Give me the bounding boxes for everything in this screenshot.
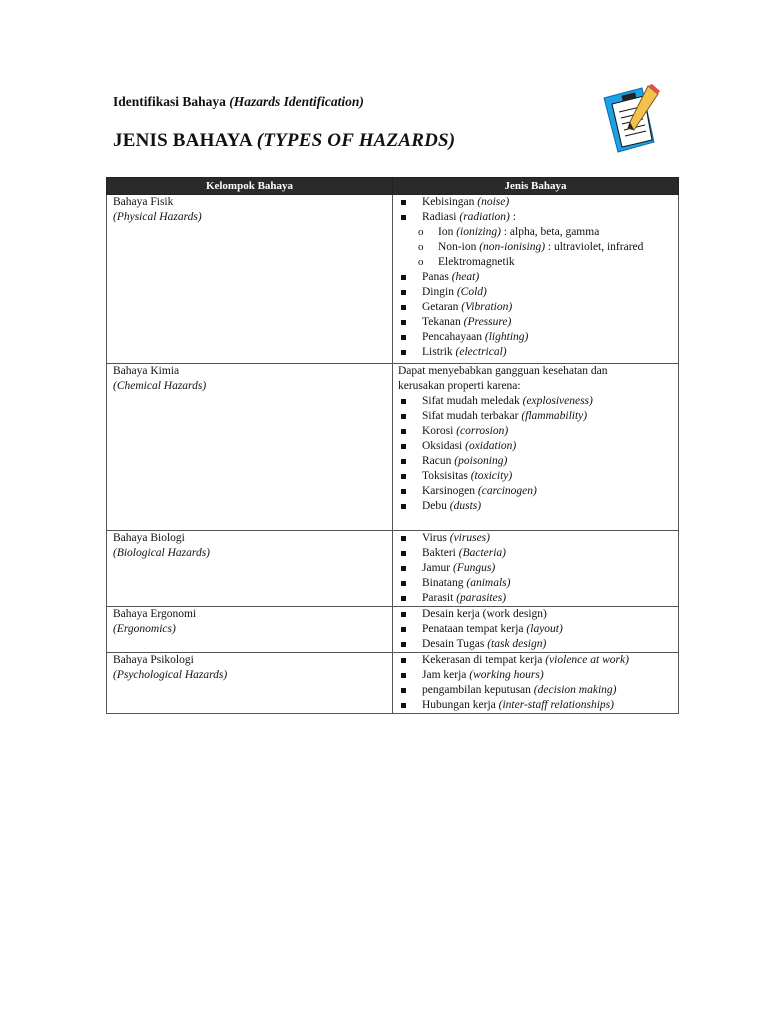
item-text-en: (Bacteria) [458, 547, 506, 559]
list-item [398, 561, 672, 576]
hazard-list [398, 394, 672, 514]
group-label: Bahaya Biologi [113, 532, 185, 544]
group-label-en: (Psychological Hazards) [113, 669, 228, 681]
item-text: Parasit [422, 592, 454, 604]
table-row-biological [107, 531, 679, 607]
item-text: Dingin [422, 286, 454, 298]
item-text: Virus [422, 532, 447, 544]
item-text: Listrik [422, 346, 453, 358]
hazard-list [398, 653, 672, 713]
list-item [398, 424, 672, 439]
item-text-en: (Fungus) [452, 562, 496, 574]
list-item [398, 607, 672, 622]
item-text: Desain kerja (work design) [422, 608, 547, 620]
item-text: Tekanan [422, 316, 461, 328]
header-hazard-group: Kelompok Bahaya [107, 178, 393, 195]
subtitle-italic: (Hazards Identification) [229, 94, 364, 109]
item-text: Elektromagnetik [438, 256, 515, 268]
types-cell [393, 531, 679, 607]
sub-list-item [398, 255, 672, 270]
item-text: Panas [422, 271, 449, 283]
item-text-en: (poisoning) [454, 455, 508, 467]
item-text: Sifat mudah meledak [422, 395, 520, 407]
clipboard-pencil-icon [600, 84, 666, 156]
item-text-en: (animals) [466, 577, 511, 589]
item-suffix: : [509, 211, 516, 223]
item-text-en: (parasites) [456, 592, 507, 604]
item-text-en: (dusts) [449, 500, 482, 512]
list-item [398, 439, 672, 454]
list-item [398, 637, 672, 652]
types-cell [393, 607, 679, 653]
item-text-en: (ionizing) [456, 226, 501, 238]
item-text: Racun [422, 455, 452, 467]
item-text-en: (inter-staff relationships) [498, 699, 614, 711]
group-label: Bahaya Fisik [113, 196, 174, 208]
item-text: Karsinogen [422, 485, 476, 497]
list-item [398, 270, 672, 285]
list-item [398, 195, 672, 210]
item-text-en: (electrical) [455, 346, 507, 358]
item-text-en: (Cold) [456, 286, 487, 298]
item-text: Desain Tugas [422, 638, 485, 650]
list-item [398, 668, 672, 683]
item-text-en: (toxicity) [470, 470, 513, 482]
list-item [398, 698, 672, 713]
item-text: Jam kerja [422, 669, 467, 681]
item-text-en: (Vibration) [461, 301, 513, 313]
item-text-en: (noise) [477, 196, 510, 208]
document-subtitle [113, 94, 364, 110]
list-item [398, 300, 672, 315]
title-italic: (TYPES OF HAZARDS) [256, 130, 456, 151]
item-text-en: (flammability) [521, 410, 588, 422]
item-text-en: (Pressure) [463, 316, 512, 328]
group-cell [107, 531, 393, 607]
group-label-en: (Ergonomics) [113, 623, 176, 635]
item-text-en: (layout) [526, 623, 563, 635]
item-text-en: (heat) [451, 271, 480, 283]
table-row-physical [107, 195, 679, 364]
list-item [398, 622, 672, 637]
list-item [398, 531, 672, 546]
hazard-list [398, 607, 672, 652]
list-item [398, 409, 672, 424]
item-text: Pencahayaan [422, 331, 483, 343]
item-text: Korosi [422, 425, 454, 437]
header-hazard-types: Jenis Bahaya [393, 178, 679, 195]
radiation-sublist [398, 225, 672, 270]
group-cell [107, 195, 393, 364]
item-text: Sifat mudah terbakar [422, 410, 519, 422]
page-title [113, 130, 455, 152]
item-text-en: (corrosion) [456, 425, 509, 437]
table-row-ergonomics [107, 607, 679, 653]
group-cell [107, 607, 393, 653]
list-item [398, 484, 672, 499]
item-text-en: (non-ionising) [479, 241, 546, 253]
list-item [398, 285, 672, 300]
list-item [398, 499, 672, 514]
group-label-en: (Chemical Hazards) [113, 380, 207, 392]
item-text-en: (lighting) [484, 331, 529, 343]
subtitle-main: Identifikasi Bahaya [113, 94, 226, 109]
item-text: Getaran [422, 301, 459, 313]
item-text: Jamur [422, 562, 451, 574]
group-label: Bahaya Kimia [113, 365, 180, 377]
chemical-intro: Dapat menyebabkan gangguan kesehatan dan kerusakan properti karena: [398, 365, 608, 392]
list-item [398, 469, 672, 484]
item-text: Bakteri [422, 547, 456, 559]
item-text-en: (working hours) [469, 669, 544, 681]
group-label: Bahaya Ergonomi [113, 608, 197, 620]
table-header-row [107, 178, 679, 195]
item-text-en: (carcinogen) [477, 485, 537, 497]
types-cell [393, 364, 679, 531]
item-text: Penataan tempat kerja [422, 623, 524, 635]
group-label-en: (Biological Hazards) [113, 547, 210, 559]
item-text: Kebisingan [422, 196, 475, 208]
item-text: Kekerasan di tempat kerja [422, 654, 543, 666]
hazard-list [398, 531, 672, 606]
types-cell [393, 653, 679, 714]
list-item [398, 345, 672, 360]
group-label-en: (Physical Hazards) [113, 211, 202, 223]
item-text: Hubungan kerja [422, 699, 496, 711]
table-row-psychological [107, 653, 679, 714]
item-text: Oksidasi [422, 440, 463, 452]
list-item [398, 210, 672, 225]
list-item [398, 591, 672, 606]
item-text-en: (explosiveness) [522, 395, 593, 407]
group-cell [107, 653, 393, 714]
item-text-en: (violence at work) [545, 654, 629, 666]
list-item [398, 330, 672, 345]
list-item [398, 394, 672, 409]
item-text: Non-ion [438, 241, 477, 253]
list-item [398, 315, 672, 330]
item-text-en: (task design) [487, 638, 547, 650]
item-text: Radiasi [422, 211, 457, 223]
item-text: Toksisitas [422, 470, 468, 482]
types-cell [393, 195, 679, 364]
list-item [398, 454, 672, 469]
item-text: pengambilan keputusan [422, 684, 531, 696]
title-main: JENIS BAHAYA [113, 130, 252, 151]
sub-list-item [398, 225, 672, 240]
list-item [398, 683, 672, 698]
list-item [398, 653, 672, 668]
item-text-en: (oxidation) [465, 440, 517, 452]
item-text-en: (radiation) [459, 211, 510, 223]
item-suffix: : ultraviolet, infrared [545, 241, 644, 253]
item-text: Binatang [422, 577, 464, 589]
list-item [398, 576, 672, 591]
item-suffix: : alpha, beta, gamma [500, 226, 600, 238]
group-cell [107, 364, 393, 531]
hazard-list [398, 270, 672, 360]
item-text: Ion [438, 226, 454, 238]
hazards-table [106, 177, 679, 714]
item-text-en: (decision making) [533, 684, 617, 696]
table-row-chemical [107, 364, 679, 531]
group-label: Bahaya Psikologi [113, 654, 194, 666]
sub-list-item [398, 240, 672, 255]
item-text: Debu [422, 500, 447, 512]
item-text-en: (viruses) [449, 532, 490, 544]
hazard-list [398, 195, 672, 225]
list-item [398, 546, 672, 561]
